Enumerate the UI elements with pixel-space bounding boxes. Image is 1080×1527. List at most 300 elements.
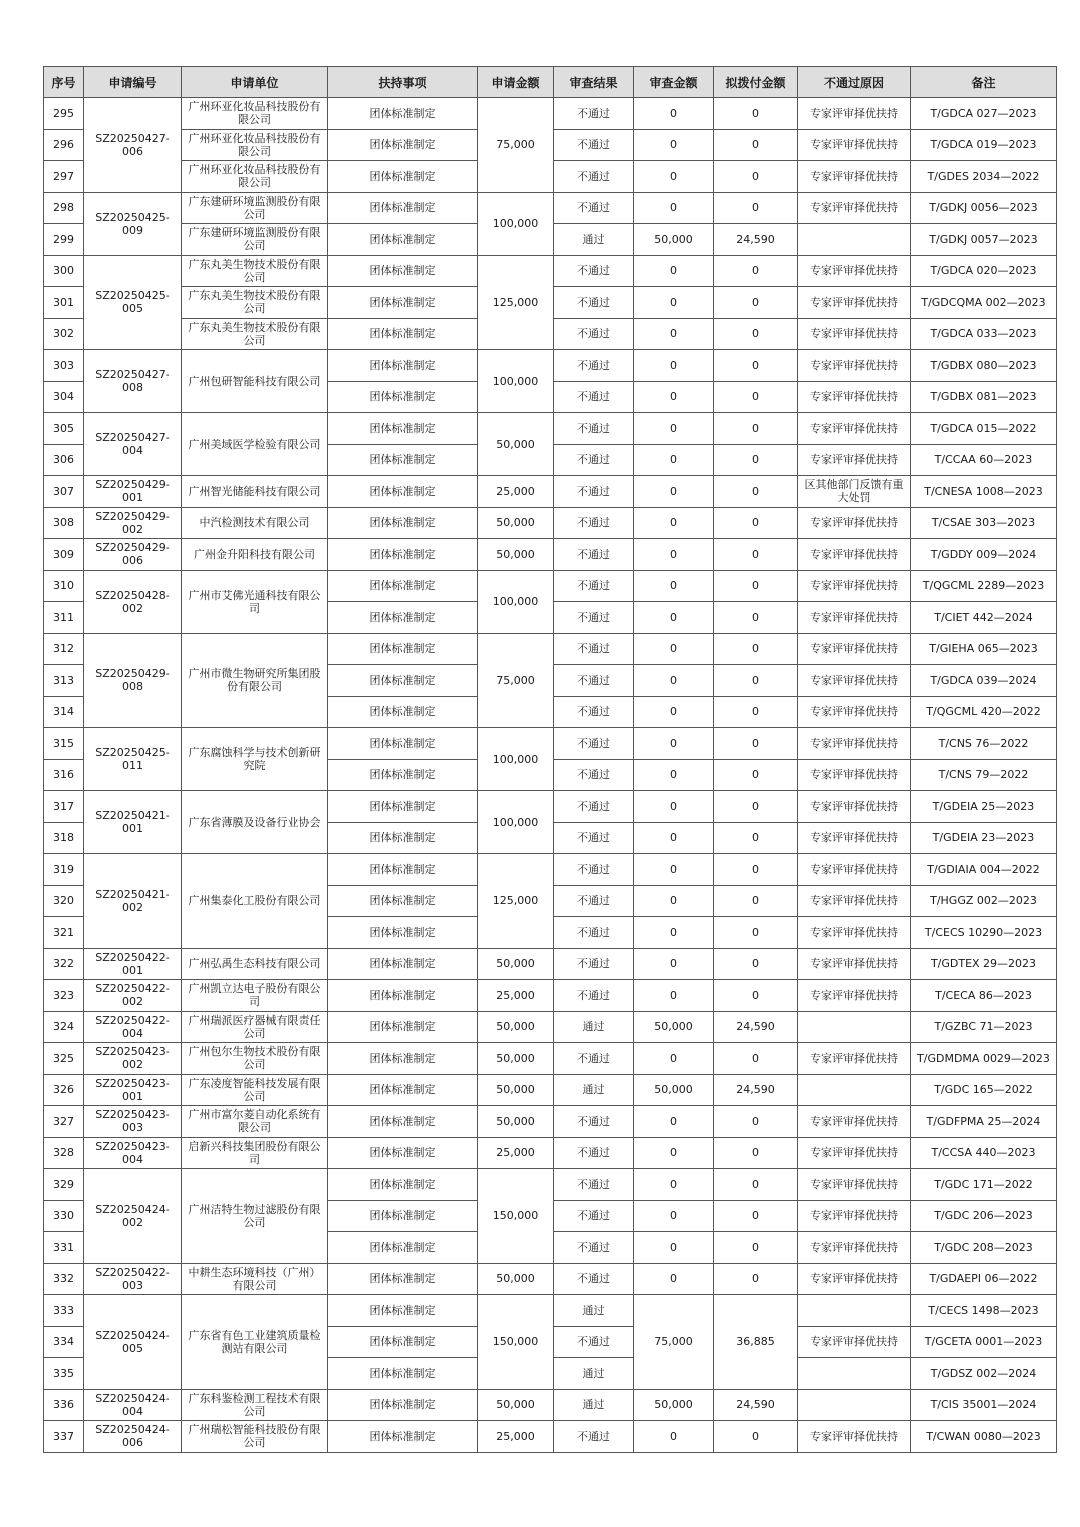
cell-result: 不通过	[554, 539, 634, 571]
cell-result: 不通过	[554, 1169, 634, 1201]
cell-remark: T/GDEIA 25—2023	[911, 791, 1057, 823]
cell-remark: T/QGCML 420—2022	[911, 696, 1057, 728]
cell-amount: 25,000	[478, 476, 554, 508]
cell-amount: 50,000	[478, 539, 554, 571]
cell-payout: 0	[714, 444, 798, 476]
table-row	[44, 948, 1057, 980]
table-row	[44, 350, 1057, 382]
cell-payout: 0	[714, 1106, 798, 1138]
cell-seq: 306	[44, 444, 84, 476]
cell-reason: 专家评审择优扶持	[798, 885, 911, 917]
table-row	[44, 1421, 1057, 1453]
table-row	[44, 791, 1057, 823]
cell-payout: 0	[714, 822, 798, 854]
cell-seq: 299	[44, 224, 84, 256]
cell-remark: T/GDBX 080—2023	[911, 350, 1057, 382]
cell-reason: 专家评审择优扶持	[798, 1137, 911, 1169]
cell-reason: 专家评审择优扶持	[798, 318, 911, 350]
cell-payout: 0	[714, 161, 798, 193]
cell-result: 不通过	[554, 602, 634, 634]
cell-reason	[798, 1358, 911, 1390]
cell-payout: 0	[714, 98, 798, 130]
cell-app-no: SZ20250421-002	[84, 854, 182, 949]
cell-reason: 专家评审择优扶持	[798, 192, 911, 224]
cell-seq: 319	[44, 854, 84, 886]
cell-app-no: SZ20250423-001	[84, 1074, 182, 1106]
cell-amount: 150,000	[478, 1169, 554, 1264]
cell-item: 团体标准制定	[328, 1169, 478, 1201]
cell-item: 团体标准制定	[328, 822, 478, 854]
cell-remark: T/GIEHA 065—2023	[911, 633, 1057, 665]
cell-payout: 0	[714, 507, 798, 539]
cell-payout: 0	[714, 791, 798, 823]
cell-reason: 专家评审择优扶持	[798, 854, 911, 886]
cell-reason: 专家评审择优扶持	[798, 255, 911, 287]
cell-result: 不通过	[554, 255, 634, 287]
cell-payout: 0	[714, 980, 798, 1012]
cell-payout: 0	[714, 318, 798, 350]
cell-result: 通过	[554, 224, 634, 256]
cell-amount: 100,000	[478, 192, 554, 255]
cell-result: 不通过	[554, 1043, 634, 1075]
cell-remark: T/GDCA 019—2023	[911, 129, 1057, 161]
cell-seq: 296	[44, 129, 84, 161]
cell-reason: 专家评审择优扶持	[798, 1043, 911, 1075]
cell-item: 团体标准制定	[328, 161, 478, 193]
cell-review-amount: 0	[634, 791, 714, 823]
cell-remark: T/GDC 165—2022	[911, 1074, 1057, 1106]
cell-remark: T/GDKJ 0056—2023	[911, 192, 1057, 224]
cell-reason: 专家评审择优扶持	[798, 980, 911, 1012]
cell-reason: 专家评审择优扶持	[798, 444, 911, 476]
cell-result: 不通过	[554, 476, 634, 508]
table-row	[44, 728, 1057, 760]
cell-item: 团体标准制定	[328, 1421, 478, 1453]
header-app-no: 申请编号	[84, 67, 182, 98]
cell-remark: T/GDIAIA 004—2022	[911, 854, 1057, 886]
cell-item: 团体标准制定	[328, 728, 478, 760]
cell-review-amount: 50,000	[634, 1074, 714, 1106]
cell-unit: 中汽检测技术有限公司	[182, 507, 328, 539]
cell-seq: 315	[44, 728, 84, 760]
table-row	[44, 1106, 1057, 1138]
cell-amount: 50,000	[478, 413, 554, 476]
cell-app-no: SZ20250429-006	[84, 539, 182, 571]
cell-amount: 50,000	[478, 1043, 554, 1075]
cell-reason: 专家评审择优扶持	[798, 381, 911, 413]
cell-unit: 广州洁特生物过滤股份有限公司	[182, 1169, 328, 1264]
cell-payout: 24,590	[714, 224, 798, 256]
header-remark: 备注	[911, 67, 1057, 98]
table-row	[44, 539, 1057, 571]
cell-review-amount: 0	[634, 129, 714, 161]
cell-remark: T/GDC 206—2023	[911, 1200, 1057, 1232]
cell-payout: 0	[714, 885, 798, 917]
cell-unit: 广州金升阳科技有限公司	[182, 539, 328, 571]
cell-result: 不通过	[554, 129, 634, 161]
cell-review-amount: 0	[634, 633, 714, 665]
cell-reason: 专家评审择优扶持	[798, 791, 911, 823]
cell-reason: 专家评审择优扶持	[798, 98, 911, 130]
cell-seq: 334	[44, 1326, 84, 1358]
cell-item: 团体标准制定	[328, 476, 478, 508]
cell-unit: 中耕生态环境科技（广州）有限公司	[182, 1263, 328, 1295]
cell-unit: 广东丸美生物技术股份有限公司	[182, 318, 328, 350]
cell-result: 不通过	[554, 1200, 634, 1232]
cell-item: 团体标准制定	[328, 507, 478, 539]
cell-app-no: SZ20250423-004	[84, 1137, 182, 1169]
cell-item: 团体标准制定	[328, 633, 478, 665]
cell-reason: 专家评审择优扶持	[798, 350, 911, 382]
cell-remark: T/CCSA 440—2023	[911, 1137, 1057, 1169]
cell-payout: 0	[714, 255, 798, 287]
cell-remark: T/GDCA 020—2023	[911, 255, 1057, 287]
cell-result: 通过	[554, 1074, 634, 1106]
cell-result: 不通过	[554, 696, 634, 728]
cell-seq: 317	[44, 791, 84, 823]
cell-remark: T/CECA 86—2023	[911, 980, 1057, 1012]
cell-amount: 50,000	[478, 1074, 554, 1106]
subsidy-review-table	[43, 66, 1057, 1453]
cell-seq: 331	[44, 1232, 84, 1264]
cell-seq: 308	[44, 507, 84, 539]
cell-review-amount: 0	[634, 539, 714, 571]
cell-reason: 专家评审择优扶持	[798, 759, 911, 791]
cell-result: 通过	[554, 1011, 634, 1043]
cell-reason: 专家评审择优扶持	[798, 129, 911, 161]
cell-app-no: SZ20250424-002	[84, 1169, 182, 1264]
cell-seq: 323	[44, 980, 84, 1012]
cell-review-amount: 0	[634, 318, 714, 350]
cell-remark: T/GDEIA 23—2023	[911, 822, 1057, 854]
cell-amount: 100,000	[478, 791, 554, 854]
cell-item: 团体标准制定	[328, 1295, 478, 1327]
cell-unit: 广东省有色工业建筑质量检测站有限公司	[182, 1295, 328, 1390]
header-reason: 不通过原因	[798, 67, 911, 98]
cell-amount: 50,000	[478, 1011, 554, 1043]
cell-app-no: SZ20250425-011	[84, 728, 182, 791]
cell-result: 不通过	[554, 917, 634, 949]
table-row	[44, 1043, 1057, 1075]
cell-payout: 0	[714, 129, 798, 161]
cell-remark: T/GDSZ 002—2024	[911, 1358, 1057, 1390]
cell-review-amount: 0	[634, 161, 714, 193]
cell-reason	[798, 1011, 911, 1043]
cell-remark: T/GDFPMA 25—2024	[911, 1106, 1057, 1138]
cell-remark: T/GDCA 039—2024	[911, 665, 1057, 697]
cell-seq: 325	[44, 1043, 84, 1075]
cell-item: 团体标准制定	[328, 1358, 478, 1390]
cell-remark: T/GDAEPI 06—2022	[911, 1263, 1057, 1295]
table-row	[44, 1263, 1057, 1295]
cell-unit: 广州市富尔菱自动化系统有限公司	[182, 1106, 328, 1138]
cell-payout: 0	[714, 1137, 798, 1169]
cell-unit: 广东建研环境监测股份有限公司	[182, 192, 328, 224]
cell-item: 团体标准制定	[328, 948, 478, 980]
cell-review-amount: 0	[634, 696, 714, 728]
cell-review-amount: 0	[634, 444, 714, 476]
cell-payout: 0	[714, 665, 798, 697]
cell-result: 不通过	[554, 161, 634, 193]
cell-item: 团体标准制定	[328, 1137, 478, 1169]
cell-result: 通过	[554, 1295, 634, 1327]
cell-remark: T/GDDY 009—2024	[911, 539, 1057, 571]
cell-review-amount: 0	[634, 570, 714, 602]
cell-amount: 100,000	[478, 350, 554, 413]
cell-unit: 广州集泰化工股份有限公司	[182, 854, 328, 949]
cell-reason: 专家评审择优扶持	[798, 1263, 911, 1295]
cell-reason: 专家评审择优扶持	[798, 413, 911, 445]
cell-app-no: SZ20250427-004	[84, 413, 182, 476]
cell-unit: 广州美域医学检验有限公司	[182, 413, 328, 476]
cell-app-no: SZ20250424-006	[84, 1421, 182, 1453]
cell-item: 团体标准制定	[328, 350, 478, 382]
cell-review-amount: 50,000	[634, 1011, 714, 1043]
cell-unit: 广州环亚化妆品科技股份有限公司	[182, 161, 328, 193]
cell-app-no: SZ20250421-001	[84, 791, 182, 854]
cell-review-amount: 0	[634, 413, 714, 445]
cell-app-no: SZ20250422-001	[84, 948, 182, 980]
cell-remark: T/GDTEX 29—2023	[911, 948, 1057, 980]
cell-result: 不通过	[554, 444, 634, 476]
cell-seq: 337	[44, 1421, 84, 1453]
cell-payout: 0	[714, 192, 798, 224]
cell-unit: 广东凌度智能科技发展有限公司	[182, 1074, 328, 1106]
cell-payout: 0	[714, 728, 798, 760]
cell-reason: 专家评审择优扶持	[798, 1232, 911, 1264]
cell-app-no: SZ20250428-002	[84, 570, 182, 633]
cell-seq: 326	[44, 1074, 84, 1106]
cell-result: 不通过	[554, 1137, 634, 1169]
cell-item: 团体标准制定	[328, 287, 478, 319]
cell-remark: T/GDC 171—2022	[911, 1169, 1057, 1201]
cell-remark: T/GDBX 081—2023	[911, 381, 1057, 413]
cell-seq: 309	[44, 539, 84, 571]
cell-remark: T/CNS 76—2022	[911, 728, 1057, 760]
header-item: 扶持事项	[328, 67, 478, 98]
table-row	[44, 570, 1057, 602]
cell-seq: 324	[44, 1011, 84, 1043]
cell-item: 团体标准制定	[328, 1326, 478, 1358]
cell-amount: 25,000	[478, 1421, 554, 1453]
cell-remark: T/GDCA 033—2023	[911, 318, 1057, 350]
cell-app-no: SZ20250422-004	[84, 1011, 182, 1043]
cell-review-amount: 0	[634, 980, 714, 1012]
cell-result: 不通过	[554, 822, 634, 854]
cell-reason: 专家评审择优扶持	[798, 507, 911, 539]
cell-payout: 24,590	[714, 1389, 798, 1421]
cell-item: 团体标准制定	[328, 665, 478, 697]
cell-seq: 305	[44, 413, 84, 445]
cell-payout: 0	[714, 1043, 798, 1075]
cell-reason	[798, 1074, 911, 1106]
cell-app-no: SZ20250423-002	[84, 1043, 182, 1075]
cell-remark: T/CNS 79—2022	[911, 759, 1057, 791]
cell-payout: 0	[714, 602, 798, 634]
cell-payout: 36,885	[714, 1295, 798, 1390]
cell-review-amount: 0	[634, 885, 714, 917]
cell-result: 不通过	[554, 948, 634, 980]
cell-reason: 专家评审择优扶持	[798, 287, 911, 319]
cell-item: 团体标准制定	[328, 224, 478, 256]
cell-seq: 318	[44, 822, 84, 854]
cell-unit: 广州瑞派医疗器械有限责任公司	[182, 1011, 328, 1043]
cell-result: 通过	[554, 1389, 634, 1421]
cell-review-amount: 0	[634, 1232, 714, 1264]
cell-result: 不通过	[554, 665, 634, 697]
table-row	[44, 192, 1057, 224]
cell-review-amount: 0	[634, 1043, 714, 1075]
cell-payout: 0	[714, 759, 798, 791]
header-amount: 申请金额	[478, 67, 554, 98]
cell-amount: 50,000	[478, 948, 554, 980]
cell-seq: 297	[44, 161, 84, 193]
table-row	[44, 413, 1057, 445]
cell-result: 不通过	[554, 980, 634, 1012]
header-payout: 拟拨付金额	[714, 67, 798, 98]
header-review-amount: 审查金额	[634, 67, 714, 98]
cell-seq: 300	[44, 255, 84, 287]
cell-item: 团体标准制定	[328, 759, 478, 791]
table-row	[44, 255, 1057, 287]
cell-unit: 广州瑞松智能科技股份有限公司	[182, 1421, 328, 1453]
cell-app-no: SZ20250429-008	[84, 633, 182, 728]
cell-review-amount: 0	[634, 917, 714, 949]
cell-item: 团体标准制定	[328, 602, 478, 634]
table-row	[44, 980, 1057, 1012]
cell-reason: 专家评审择优扶持	[798, 570, 911, 602]
cell-app-no: SZ20250427-008	[84, 350, 182, 413]
cell-remark: T/CNESA 1008—2023	[911, 476, 1057, 508]
cell-unit: 广东省薄膜及设备行业协会	[182, 791, 328, 854]
cell-remark: T/GDMDMA 0029—2023	[911, 1043, 1057, 1075]
cell-app-no: SZ20250423-003	[84, 1106, 182, 1138]
cell-item: 团体标准制定	[328, 381, 478, 413]
cell-seq: 329	[44, 1169, 84, 1201]
cell-review-amount: 0	[634, 1200, 714, 1232]
cell-item: 团体标准制定	[328, 444, 478, 476]
cell-seq: 316	[44, 759, 84, 791]
cell-reason: 专家评审择优扶持	[798, 1106, 911, 1138]
cell-seq: 302	[44, 318, 84, 350]
table-row	[44, 1074, 1057, 1106]
cell-seq: 314	[44, 696, 84, 728]
cell-item: 团体标准制定	[328, 570, 478, 602]
cell-seq: 295	[44, 98, 84, 130]
cell-item: 团体标准制定	[328, 1043, 478, 1075]
cell-review-amount: 0	[634, 255, 714, 287]
cell-review-amount: 50,000	[634, 1389, 714, 1421]
cell-seq: 327	[44, 1106, 84, 1138]
cell-review-amount: 0	[634, 381, 714, 413]
cell-item: 团体标准制定	[328, 1232, 478, 1264]
cell-item: 团体标准制定	[328, 854, 478, 886]
cell-reason: 专家评审择优扶持	[798, 696, 911, 728]
cell-remark: T/CECS 10290—2023	[911, 917, 1057, 949]
cell-seq: 313	[44, 665, 84, 697]
cell-payout: 0	[714, 413, 798, 445]
cell-item: 团体标准制定	[328, 413, 478, 445]
cell-result: 不通过	[554, 633, 634, 665]
cell-payout: 0	[714, 1169, 798, 1201]
cell-item: 团体标准制定	[328, 318, 478, 350]
cell-result: 不通过	[554, 350, 634, 382]
cell-reason	[798, 1295, 911, 1327]
cell-result: 不通过	[554, 885, 634, 917]
cell-review-amount: 75,000	[634, 1295, 714, 1390]
cell-remark: T/CSAE 303—2023	[911, 507, 1057, 539]
cell-seq: 304	[44, 381, 84, 413]
cell-app-no: SZ20250422-002	[84, 980, 182, 1012]
cell-reason	[798, 224, 911, 256]
cell-amount: 50,000	[478, 507, 554, 539]
cell-seq: 333	[44, 1295, 84, 1327]
cell-app-no: SZ20250427-006	[84, 98, 182, 193]
cell-payout: 0	[714, 539, 798, 571]
cell-unit: 广州环亚化妆品科技股份有限公司	[182, 129, 328, 161]
cell-reason: 专家评审择优扶持	[798, 602, 911, 634]
cell-result: 不通过	[554, 507, 634, 539]
cell-remark: T/CWAN 0080—2023	[911, 1421, 1057, 1453]
cell-review-amount: 0	[634, 192, 714, 224]
cell-item: 团体标准制定	[328, 791, 478, 823]
table-row	[44, 633, 1057, 665]
cell-app-no: SZ20250425-005	[84, 255, 182, 350]
cell-app-no: SZ20250425-009	[84, 192, 182, 255]
cell-item: 团体标准制定	[328, 1074, 478, 1106]
table-row	[44, 1389, 1057, 1421]
cell-unit: 广州智光储能科技有限公司	[182, 476, 328, 508]
cell-result: 不通过	[554, 1232, 634, 1264]
cell-unit: 广州环亚化妆品科技股份有限公司	[182, 98, 328, 130]
cell-reason: 专家评审择优扶持	[798, 665, 911, 697]
cell-result: 不通过	[554, 759, 634, 791]
cell-result: 不通过	[554, 192, 634, 224]
cell-reason: 专家评审择优扶持	[798, 539, 911, 571]
table-row	[44, 1295, 1057, 1327]
cell-reason: 专家评审择优扶持	[798, 917, 911, 949]
cell-seq: 312	[44, 633, 84, 665]
cell-amount: 100,000	[478, 728, 554, 791]
cell-review-amount: 0	[634, 287, 714, 319]
header-unit: 申请单位	[182, 67, 328, 98]
cell-remark: T/GDCA 015—2022	[911, 413, 1057, 445]
cell-app-no: SZ20250429-002	[84, 507, 182, 539]
cell-item: 团体标准制定	[328, 917, 478, 949]
cell-unit: 广州包尔生物技术股份有限公司	[182, 1043, 328, 1075]
cell-reason: 专家评审择优扶持	[798, 1421, 911, 1453]
cell-unit: 广州市艾佛光通科技有限公司	[182, 570, 328, 633]
cell-reason: 专家评审择优扶持	[798, 948, 911, 980]
cell-review-amount: 0	[634, 98, 714, 130]
cell-payout: 0	[714, 854, 798, 886]
cell-payout: 0	[714, 1263, 798, 1295]
cell-payout: 0	[714, 287, 798, 319]
cell-payout: 0	[714, 350, 798, 382]
subsidy-review-table-container	[43, 66, 1056, 1453]
cell-app-no: SZ20250422-003	[84, 1263, 182, 1295]
cell-result: 不通过	[554, 1106, 634, 1138]
table-row	[44, 1011, 1057, 1043]
table-row	[44, 98, 1057, 130]
cell-remark: T/HGGZ 002—2023	[911, 885, 1057, 917]
cell-unit: 广东建研环境监测股份有限公司	[182, 224, 328, 256]
cell-amount: 75,000	[478, 98, 554, 193]
cell-item: 团体标准制定	[328, 1200, 478, 1232]
cell-result: 不通过	[554, 98, 634, 130]
cell-item: 团体标准制定	[328, 255, 478, 287]
cell-reason: 专家评审择优扶持	[798, 633, 911, 665]
